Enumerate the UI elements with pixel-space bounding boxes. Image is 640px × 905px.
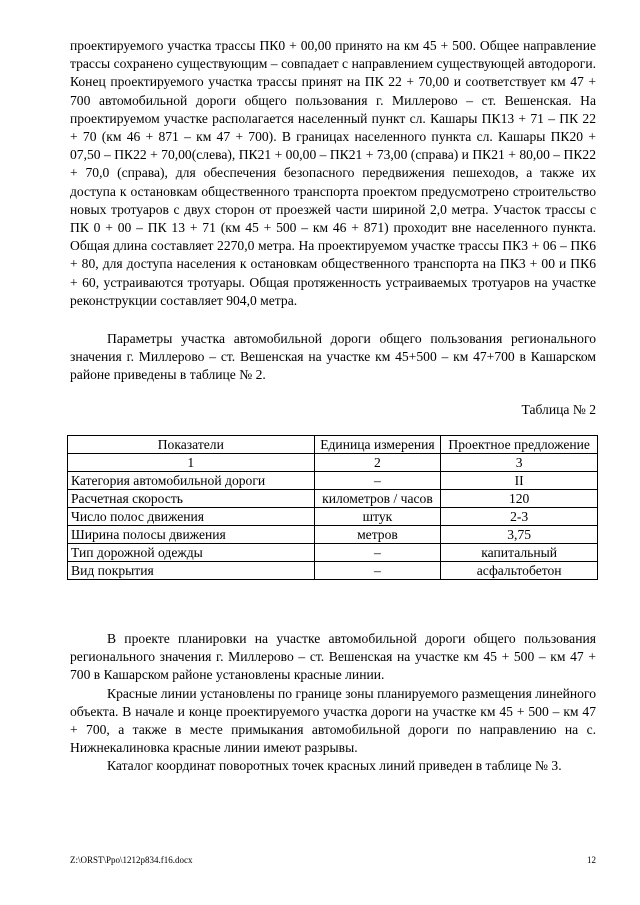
road-parameters-table <box>67 435 598 580</box>
row-unit: штук <box>314 508 441 526</box>
header-unit: Единица измерения <box>314 436 441 454</box>
table-row <box>68 490 598 508</box>
row-unit: метров <box>314 526 441 544</box>
footer-file-path: Z:\ORST\Ppo\1212p834.f16.docx <box>70 855 193 865</box>
row-indicator: Число полос движения <box>68 508 315 526</box>
table-row <box>68 562 598 580</box>
row-indicator: Расчетная скорость <box>68 490 315 508</box>
col-number-2: 2 <box>314 454 441 472</box>
row-indicator: Вид покрытия <box>68 562 315 580</box>
row-indicator: Ширина полосы движения <box>68 526 315 544</box>
intro-text: проектируемого участка трассы ПК0 + 00,00 принято на км 45 + 500. Общее направление трассы сохранено существующим – совпадает с направлением существующей автодороги. Конец проектируемого участка трассы принят на ПК 22 + 70,00 и соответствует км 47 + 700 автомобильной дороги общего пользования г. Миллерово – ст. Вешенская. На проектируемом участке располагается населенный пункт сл. Кашары ПК13 + 71 – ПК 22 + 70 (км 46 + 871 – км 47 + 700). В границах населенного пункта сл. Кашары ПК20 + 07,50 – ПК22 + 70,00(слева), ПК21 + 00,00 – ПК21 + 73,00 (справа) и ПК21 + 80,00 – ПК22 + 70,0 (справа), для обеспечения безопасного передвижения пешеходов, а также их доступа к остановкам общественного транспорта проектом предусмотрено строительство новых тротуаров с двух сторон от проезжей части шириной 2,0 метра. Участок трассы с ПК 0 + 00 – ПК 13 + 71 (км 45 + 500 – км 46 + 871) проходит вне населенного пункта. Общая длина составляет 2270,0 метра. На проектируемом участке трассы ПК3 + 06 – ПК6 + 80, для доступа населения к остановкам общественного транспорта на ПК3 + 00 и ПК6 + 60, устраиваются тротуары. Общая протяженность устраиваемых тротуаров на участке реконструкции составляет 904,0 метра. <box>70 38 596 308</box>
row-unit: – <box>314 562 441 580</box>
row-unit: километров / часов <box>314 490 441 508</box>
row-value: асфальтобетон <box>441 562 598 580</box>
table-row <box>68 526 598 544</box>
row-value: капитальный <box>441 544 598 562</box>
red-lines-text: Красные линии установлены по границе зоны планируемого размещения линейного объекта. В начале и конце проектируемого участка дороги на участке км 45 + 500 – км 47 + 700, а также в месте примыкания автомобильной дороги по направлению на с. Нижнекалиновка красные линии имеют разрывы. <box>70 685 596 756</box>
params-paragraph <box>70 330 596 385</box>
row-indicator: Тип дорожной одежды <box>68 544 315 562</box>
row-value: 3,75 <box>441 526 598 544</box>
table-number-row <box>68 454 598 472</box>
table-header-row <box>68 436 598 454</box>
bottom-paragraphs <box>70 630 596 776</box>
row-value: II <box>441 472 598 490</box>
row-value: 120 <box>441 490 598 508</box>
planning-text: В проекте планировки на участке автомобильной дороги общего пользования регионального значения г. Миллерово – ст. Вешенская на участке км 45 + 500 – км 47 + 700 в Кашарском районе установлены красные линии. <box>70 631 596 683</box>
row-indicator: Категория автомобильной дороги <box>68 472 315 490</box>
col-number-1: 1 <box>68 454 315 472</box>
row-value: 2-3 <box>441 508 598 526</box>
params-text: Параметры участка автомобильной дороги общего пользования регионального значения г. Миллерово – ст. Вешенская на участке км 45+500 – км 47+700 в Кашарском районе приведены в таблице № 2. <box>70 331 596 383</box>
page-number: 12 <box>587 855 596 865</box>
header-proposal: Проектное предложение <box>441 436 598 454</box>
catalog-text: Каталог координат поворотных точек красных линий приведен в таблице № 3. <box>107 758 562 774</box>
table-row <box>68 544 598 562</box>
row-unit: – <box>314 544 441 562</box>
table-row <box>68 508 598 526</box>
row-unit: – <box>314 472 441 490</box>
table-row <box>68 472 598 490</box>
col-number-3: 3 <box>441 454 598 472</box>
intro-paragraph <box>70 37 596 310</box>
table-caption: Таблица № 2 <box>521 402 596 417</box>
header-indicators: Показатели <box>68 436 315 454</box>
